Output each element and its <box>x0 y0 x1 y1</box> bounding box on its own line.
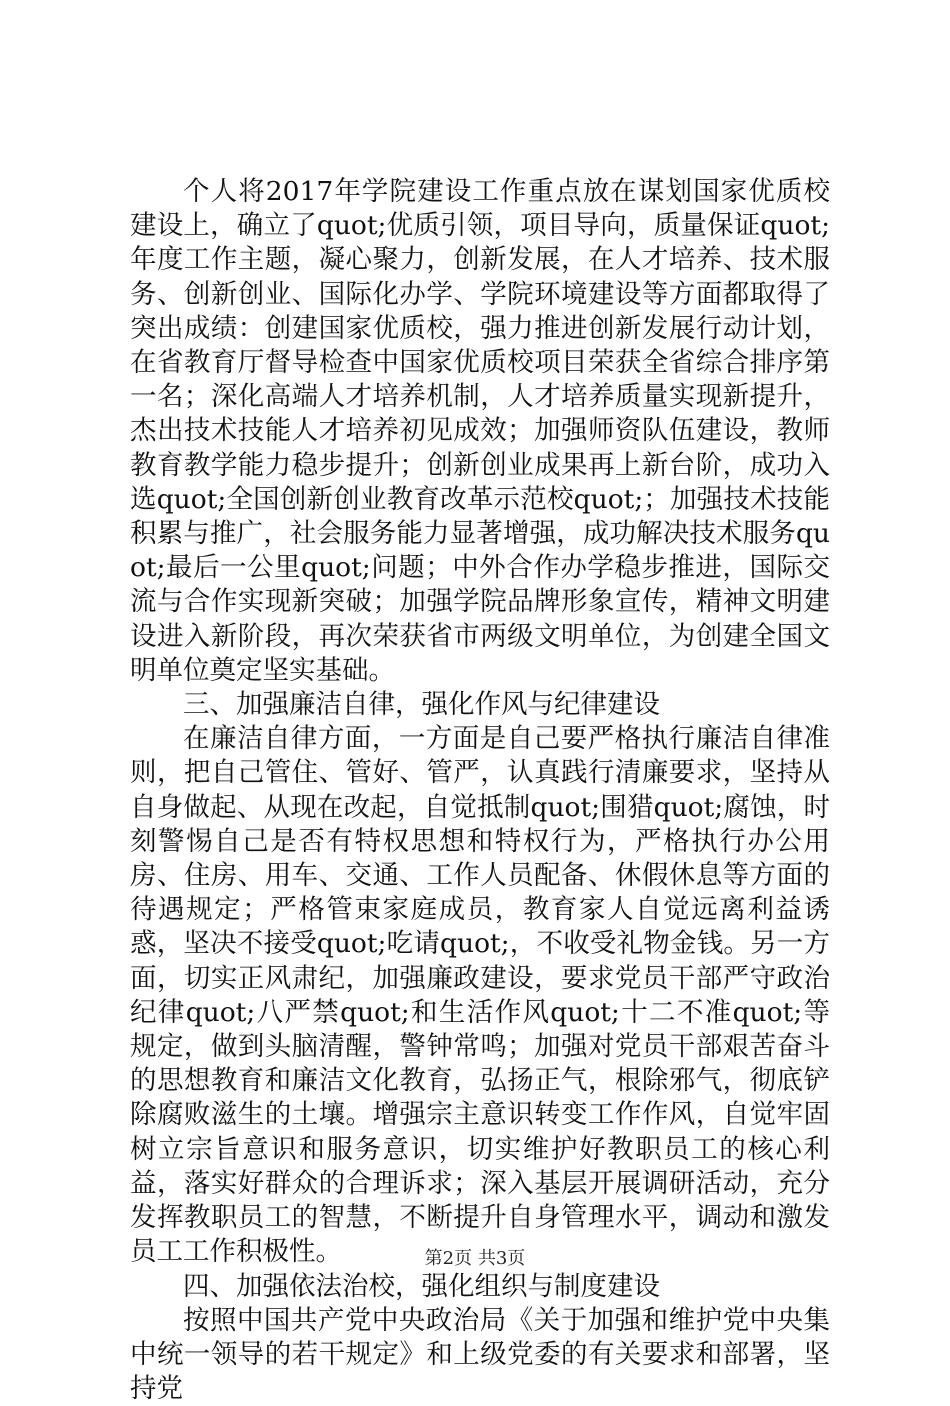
document-body <box>130 175 830 1406</box>
page-number: 第2页 共3页 <box>424 1248 526 1269</box>
paragraph-integrity: 在廉洁自律方面，一方面是自己要严格执行廉洁自律准则，把自己管住、管好、管严，认真践行清廉要求，坚持从自身做起、从现在改起，自觉抵制quot;围猎quot;腐蚀，时刻警惕自己是否有特权思想和特权行为，严格执行办公用房、住房、用车、交通、工作人员配备、休假休息等方面的待遇规定；严格管束家庭成员，教育家人自觉远离利益诱惑，坚决不接受quot;吃请quot;，不收受礼物金钱。另一方面，切实正风肃纪，加强廉政建设，要求党员干部严守政治纪律quot;八严禁quot;和生活作风quot;十二不准quot;等规定，做到头脑清醒，警钟常鸣；加强对党员干部艰苦奋斗的思想教育和廉洁文化教育，弘扬正气，根除邪气，彻底铲除腐败滋生的土壤。增强宗主意识转变工作作风，自觉牢固树立宗旨意识和服务意识，切实维护好教职员工的核心利益，落实好群众的合理诉求；深入基层开展调研活动，充分发挥教职员工的智慧，不断提升自身管理水平，调动和激发员工工作积极性。 <box>130 723 830 1268</box>
section-heading-four: 四、加强依法治校，强化组织与制度建设 <box>183 1270 660 1302</box>
paragraph-achievements: 个人将2017年学院建设工作重点放在谋划国家优质校建设上，确立了quot;优质引领，项目导向，质量保证quot;年度工作主题，凝心聚力，创新发展，在人才培养、技术服务、创新创业、国际化办学、学院环境建设等方面都取得了突出成绩：创建国家优质校，强力推进创新发展行动计划，在省教育厅督导检查中国家优质校项目荣获全省综合排序第一名；深化高端人才培养机制，人才培养质量实现新提升，杰出技术技能人才培养初见成效；加强师资队伍建设，教师教育教学能力稳步提升；创新创业成果再上新台阶，成功入选quot;全国创新创业教育改革示范校quot;；加强技术技能积累与推广，社会服务能力显著增强，成功解决技术服务quot;最后一公里quot;问题；中外合作办学稳步推进，国际交流与合作实现新突破；加强学院品牌形象宣传，精神文明建设进入新阶段，再次荣获省市两级文明单位，为创建全国文明单位奠定坚实基础。 <box>130 176 830 686</box>
paragraph-rule-of-law: 按照中国共产党中央政治局《关于加强和维护党中央集中统一领导的若干规定》和上级党委的有关要求和部署，坚持党 <box>130 1304 830 1405</box>
section-heading-three: 三、加强廉洁自律，强化作风与纪律建设 <box>183 689 660 721</box>
